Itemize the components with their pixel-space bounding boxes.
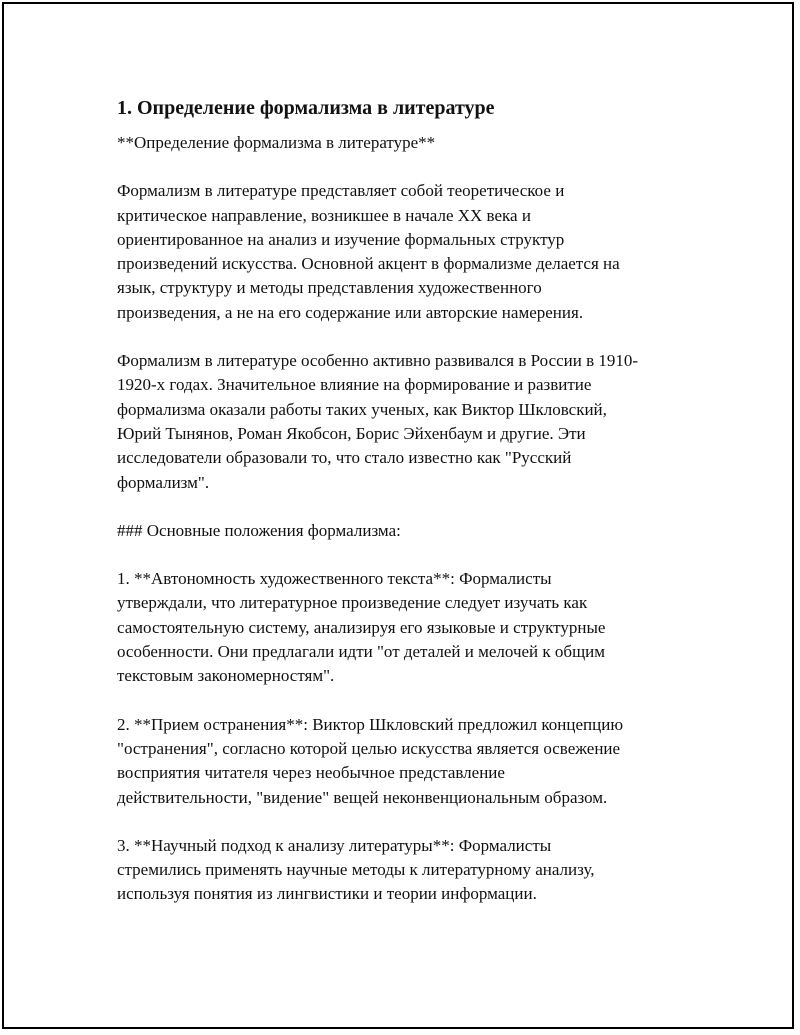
document-body <box>117 95 697 931</box>
document-title: 1. Определение формализма в литературе <box>117 97 495 119</box>
list-item-scientific-approach: 3. **Научный подход к анализу литературы**: Формалисты стремились применять научные методы к литературному анализу, используя понятия из лингвистики и теории информации. <box>117 835 595 904</box>
list-item-ostranenie: 2. **Прием остранения**: Виктор Шкловский предложил концепцию "остранения", согласно которой целью искусства является освежение восприятия читателя через необычное представление действительности, "видение" вещей неконвенциональным образом. <box>117 714 624 807</box>
paragraph-bold-heading: **Определение формализма в литературе** <box>117 133 436 152</box>
list-item-autonomy: 1. **Автономность художественного текста**: Формалисты утверждали, что литературное произведение следует изучать как самостоятельную систему, анализируя его языковые и структурные особенности. Они предлагали идти "от деталей и мелочей к общим текстовым закономерностям". <box>117 569 606 686</box>
paragraph-definition: Формализм в литературе представляет собой теоретическое и критическое направление, возникшее в начале XX века и ориентированное на анализ и изучение формальных структур произведений искусства. Основной акцент в формализме делается на язык, структуру и методы представления художественного произведения, а не на его содержание или авторские намерения. <box>117 181 620 322</box>
paragraph-section-heading: ### Основные положения формализма: <box>117 520 401 540</box>
paragraph-history: Формализм в литературе особенно активно развивался в России в 1910- 1920-х годах. Значительное влияние на формирование и развитие формализма оказали работы таких ученых, как Виктор Шкловский, Юрий Тынянов, Роман Якобсон, Борис Эйхенбаум и другие. Эти исследователи образовали то, что стало известно как "Русский формализм". <box>117 351 639 492</box>
